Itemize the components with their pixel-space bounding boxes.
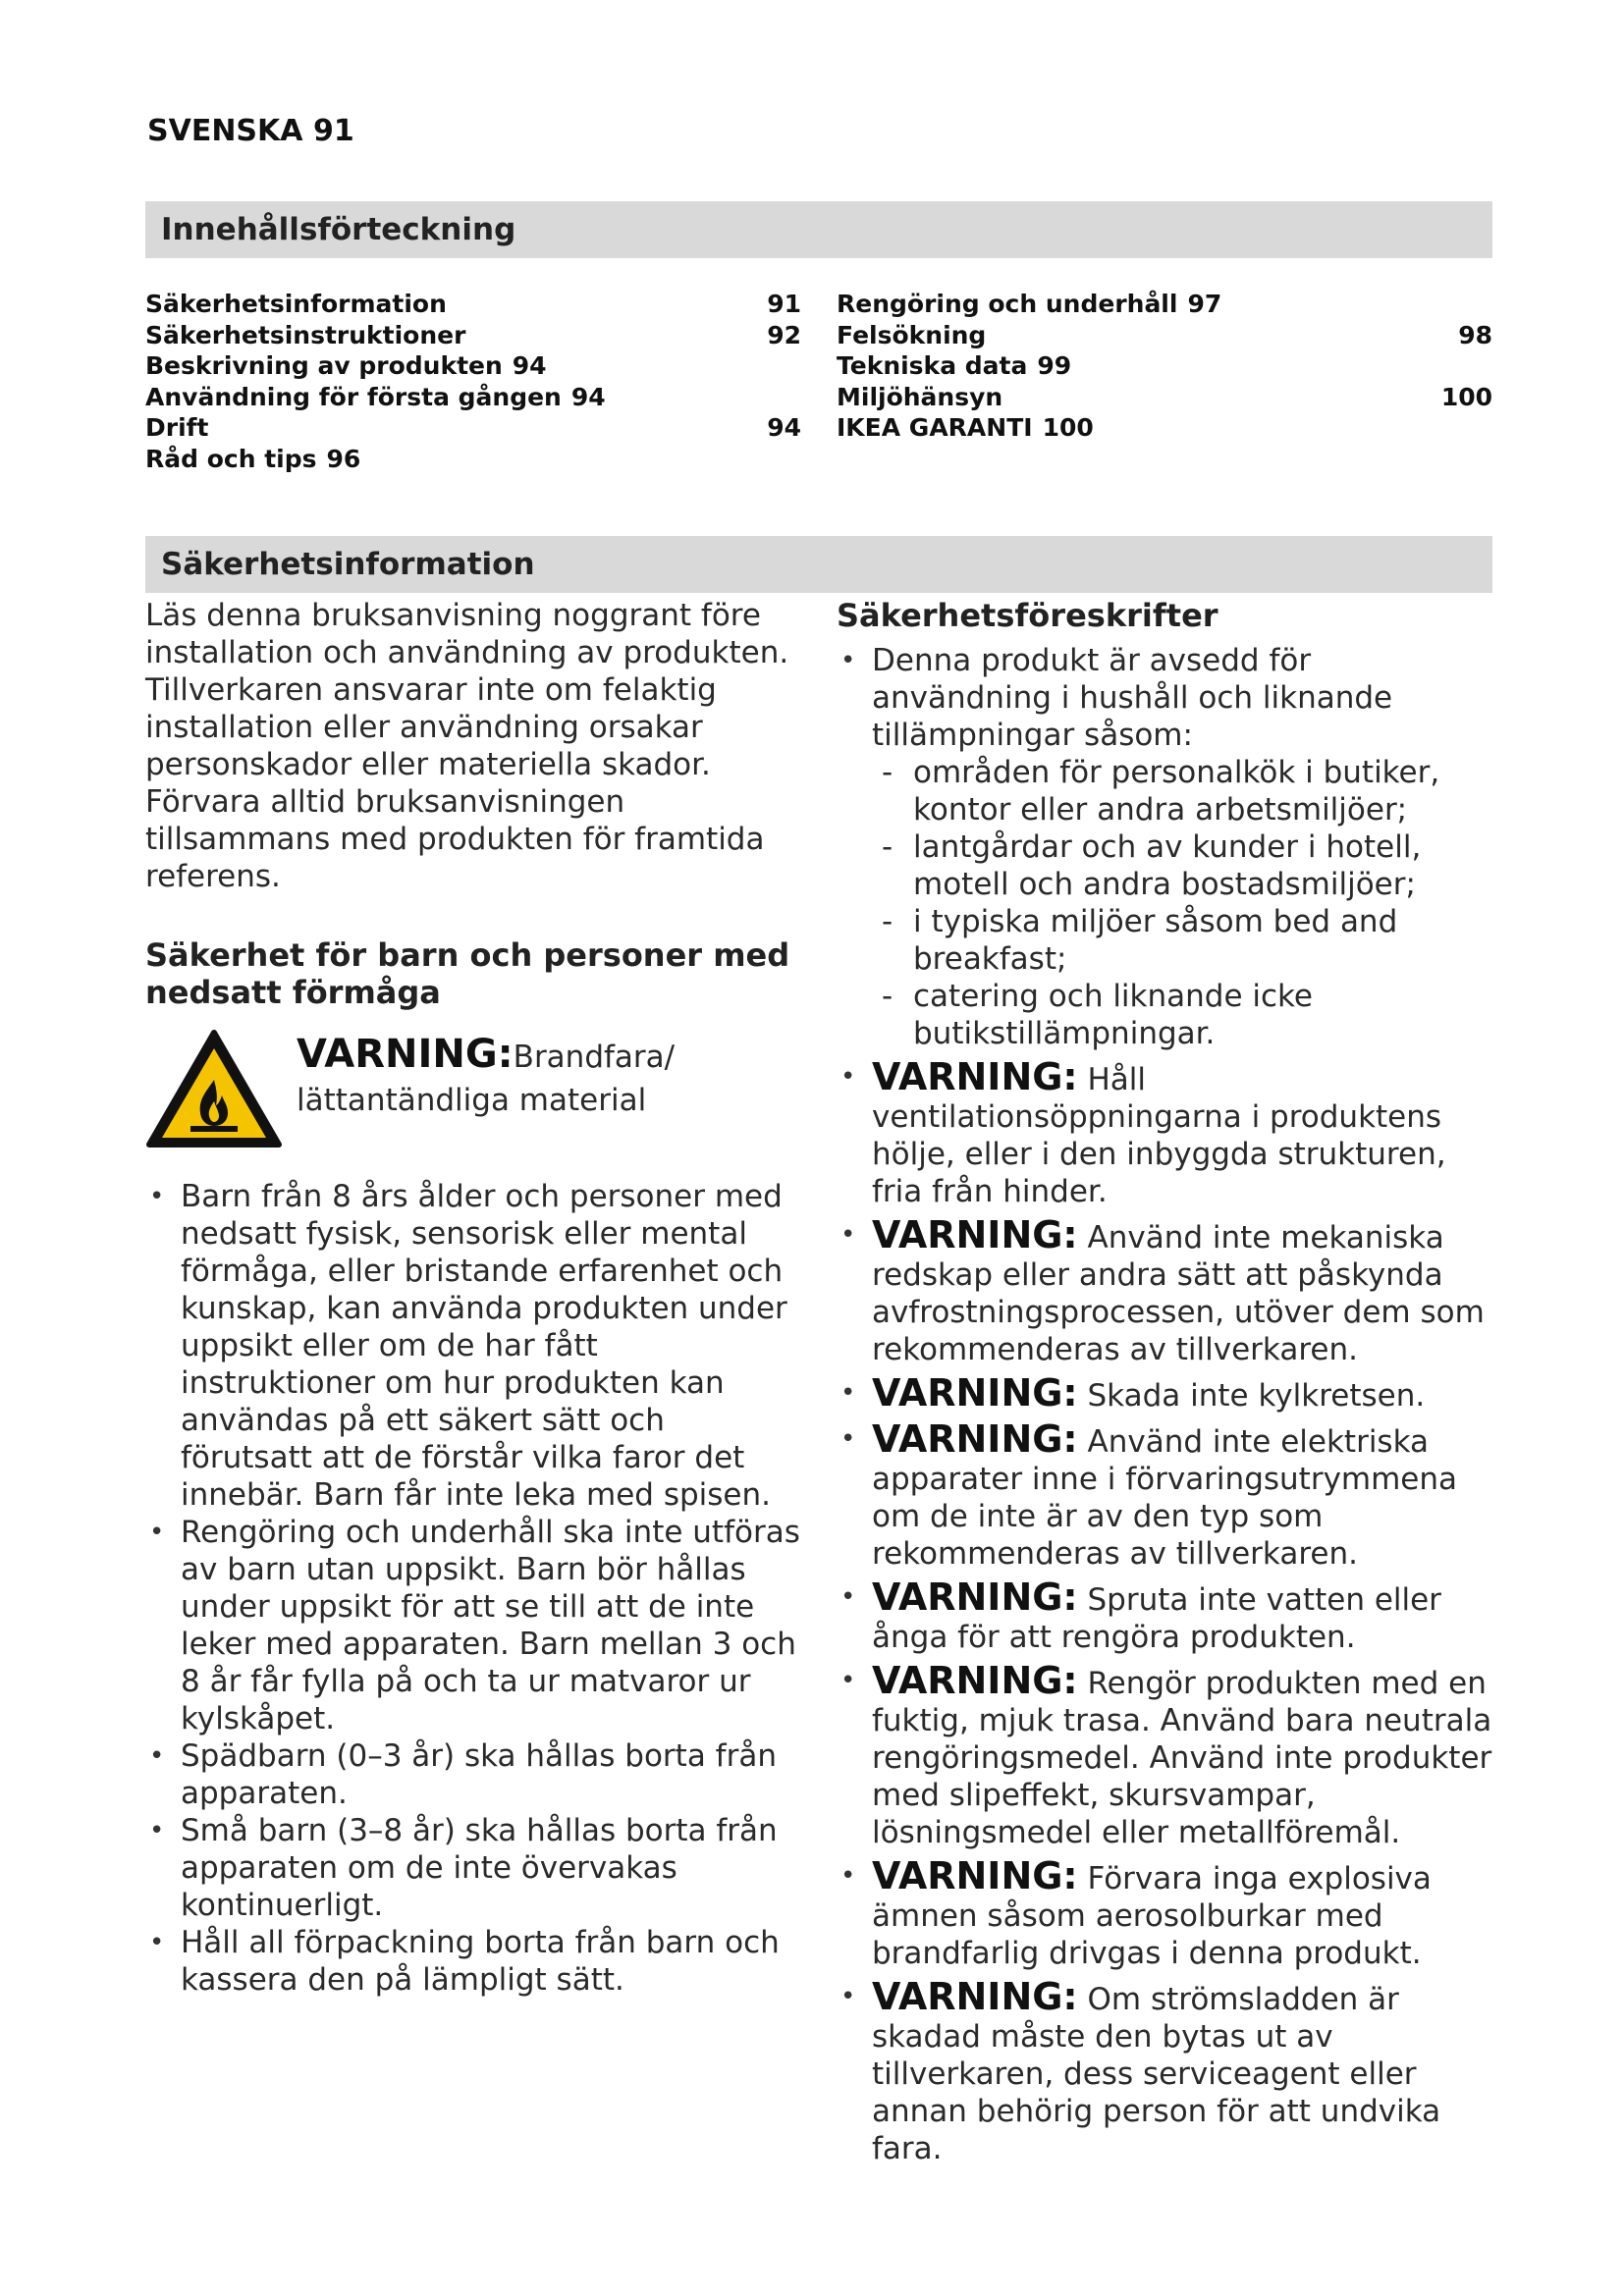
list-item: • Små barn (3–8 år) ska hållas borta från apparaten om de inte övervakas kontinuerligt. bbox=[145, 1812, 801, 1924]
toc-entry-page: 100 bbox=[1440, 382, 1492, 411]
toc-entry bbox=[145, 444, 801, 475]
list-item: - catering och liknande icke butikstillämpningar. bbox=[872, 978, 1492, 1052]
list-item: - i typiska miljöer såsom bed and breakfast; bbox=[872, 903, 1492, 978]
list-item: • Spädbarn (0–3 år) ska hållas borta från apparaten. bbox=[145, 1737, 801, 1812]
toc-entry bbox=[837, 412, 1492, 444]
toc-entry bbox=[837, 382, 1492, 413]
list-item: • Håll all förpackning borta från barn och kassera den på lämpligt sätt. bbox=[145, 1924, 801, 1999]
toc-entry-page: 98 bbox=[1458, 320, 1492, 349]
safety-right-column bbox=[837, 597, 1492, 2167]
warning-word: VARNING: bbox=[872, 1659, 1078, 1702]
warning-text: Använd inte mekaniska redskap eller andra sätt att påskynda avfrostningsprocessen, utöver dem som rekommenderas av tillverkaren. bbox=[872, 1220, 1485, 1367]
toc-entry-page: 92 bbox=[767, 320, 801, 349]
warning-word: VARNING: bbox=[872, 1417, 1078, 1461]
toc-entry-label: Säkerhetsinstruktioner bbox=[145, 320, 466, 349]
warning-text: Rengör produkten med en fuktig, mjuk trasa. Använd bara neutrala rengöringsmedel. Använd inte produkter med slipeffekt, skursvampar, lösningsmedel eller metallföremål. bbox=[872, 1666, 1492, 1850]
warning-word: VARNING: bbox=[872, 1575, 1078, 1619]
flammable-warning-icon bbox=[145, 1029, 283, 1150]
page-header: SVENSKA 91 bbox=[147, 114, 354, 148]
safety-section-title: Säkerhetsinformation bbox=[145, 536, 1492, 593]
list-item bbox=[837, 642, 1492, 1052]
toc-entry-page: 97 bbox=[1187, 290, 1222, 318]
warning-text: Använd inte elektriska apparater inne i förvaringsutrymmena om de inte är av den typ som rekommenderas av tillverkaren. bbox=[872, 1424, 1458, 1572]
flammable-warning-box bbox=[145, 1025, 801, 1172]
toc-entry-label: Miljöhänsyn bbox=[837, 382, 1003, 411]
toc-entry bbox=[145, 412, 801, 444]
warning-word: VARNING: bbox=[297, 1032, 514, 1077]
toc-entry bbox=[145, 382, 801, 413]
warning-word: VARNING: bbox=[872, 1975, 1078, 2018]
toc-entry-page: 94 bbox=[767, 413, 801, 442]
toc-entry-label: Beskrivning av produkten bbox=[145, 351, 503, 380]
toc-left-column bbox=[145, 289, 801, 474]
safety-rules-list bbox=[837, 642, 1492, 2167]
child-safety-heading: Säkerhet för barn och personer med nedsatt förmåga bbox=[145, 936, 790, 1011]
safety-left-column bbox=[145, 597, 801, 1999]
toc-entry-page: 94 bbox=[570, 382, 606, 411]
warning-word: VARNING: bbox=[872, 1854, 1078, 1897]
toc-entry bbox=[837, 350, 1492, 382]
toc-entry-label: Råd och tips bbox=[145, 444, 317, 473]
warning-text: Förvara inga explosiva ämnen såsom aerosolburkar med brandfarlig drivgas i denna produkt. bbox=[872, 1861, 1432, 1971]
warning-word: VARNING: bbox=[872, 1371, 1078, 1415]
warning-item bbox=[837, 1975, 1492, 2167]
warning-text: Om strömsladden är skadad måste den bytas ut av tillverkaren, dess serviceagent eller annan behörig person för att undvika fara. bbox=[872, 1982, 1441, 2166]
warning-text: Spruta inte vatten eller ånga för att rengöra produkten. bbox=[872, 1582, 1441, 1655]
warning-item bbox=[837, 1055, 1492, 1210]
toc-entry-page: 94 bbox=[512, 351, 547, 380]
flammable-warning-text bbox=[297, 1033, 787, 1122]
toc-entry-label: Felsökning bbox=[837, 320, 987, 349]
warning-item bbox=[837, 1659, 1492, 1851]
warning-item bbox=[837, 1854, 1492, 1972]
toc-entry-label: Användning för första gången bbox=[145, 382, 562, 411]
warning-item bbox=[837, 1575, 1492, 1656]
list-item: • Rengöring och underhåll ska inte utföras av barn utan uppsikt. Barn bör hållas under uppsikt för att se till att de inte leker med apparaten. Barn mellan 3 och 8 år får fylla på och ta ur matvaror ur kylskåpet. bbox=[145, 1514, 801, 1737]
safety-intro: Läs denna bruksanvisning noggrant före installation och användning av produkten. Tillverkaren ansvarar inte om felaktig installation eller användning orsakar personskador eller materiella skador. Förvara alltid bruksanvisningen tillsammans med produkten för framtida referens. bbox=[145, 598, 789, 894]
warning-item bbox=[837, 1213, 1492, 1368]
warning-text: Skada inte kylkretsen. bbox=[1077, 1378, 1426, 1414]
toc-entry bbox=[145, 350, 801, 382]
toc-entry-page: 96 bbox=[326, 444, 361, 473]
toc-entry-label: IKEA GARANTI bbox=[837, 413, 1033, 442]
list-item: - områden för personalkök i butiker, kontor eller andra arbetsmiljöer; bbox=[872, 754, 1492, 828]
toc-entry-page: 100 bbox=[1042, 413, 1094, 442]
toc-entry-page: 91 bbox=[767, 290, 801, 318]
warning-item bbox=[837, 1417, 1492, 1573]
warning-item bbox=[837, 1371, 1492, 1415]
toc-entry-label: Drift bbox=[145, 413, 209, 442]
usage-areas-list bbox=[872, 754, 1492, 1052]
toc-entry bbox=[837, 320, 1492, 351]
child-safety-list bbox=[145, 1178, 801, 1999]
toc-entry-label: Tekniska data bbox=[837, 351, 1028, 380]
toc-entry bbox=[145, 320, 801, 351]
toc-entry-label: Rengöring och underhåll bbox=[837, 290, 1178, 318]
toc-entry-page: 99 bbox=[1037, 351, 1072, 380]
list-item: • Barn från 8 års ålder och personer med nedsatt fysisk, sensorisk eller mental förmåga, eller bristande erfarenhet och kunskap, kan använda produkten under uppsikt eller om de har fått instruktioner om hur produkten kan användas på ett säkert sätt och förutsatt att de förstår vilka faror det innebär. Barn får inte leka med spisen. bbox=[145, 1178, 801, 1514]
list-item: - lantgårdar och av kunder i hotell, motell och andra bostadsmiljöer; bbox=[872, 828, 1492, 903]
warning-word: VARNING: bbox=[872, 1055, 1078, 1098]
warning-desc: Brandfara/ lättantändliga material bbox=[297, 1040, 676, 1118]
safety-rules-heading: Säkerhetsföreskrifter bbox=[837, 597, 1218, 634]
rules-intro: Denna produkt är avsedd för användning i hushåll och liknande tillämpningar såsom: bbox=[872, 643, 1393, 753]
toc-entry bbox=[837, 289, 1492, 320]
toc-entry bbox=[145, 289, 801, 320]
toc-right-column bbox=[837, 289, 1492, 444]
warning-word: VARNING: bbox=[872, 1213, 1078, 1256]
warning-text: Håll ventilationsöppningarna i produktens hölje, eller i den inbyggda strukturen, fria från hinder. bbox=[872, 1062, 1446, 1209]
toc-entry-label: Säkerhetsinformation bbox=[145, 290, 447, 318]
toc-section-title: Innehållsförteckning bbox=[145, 201, 1492, 258]
